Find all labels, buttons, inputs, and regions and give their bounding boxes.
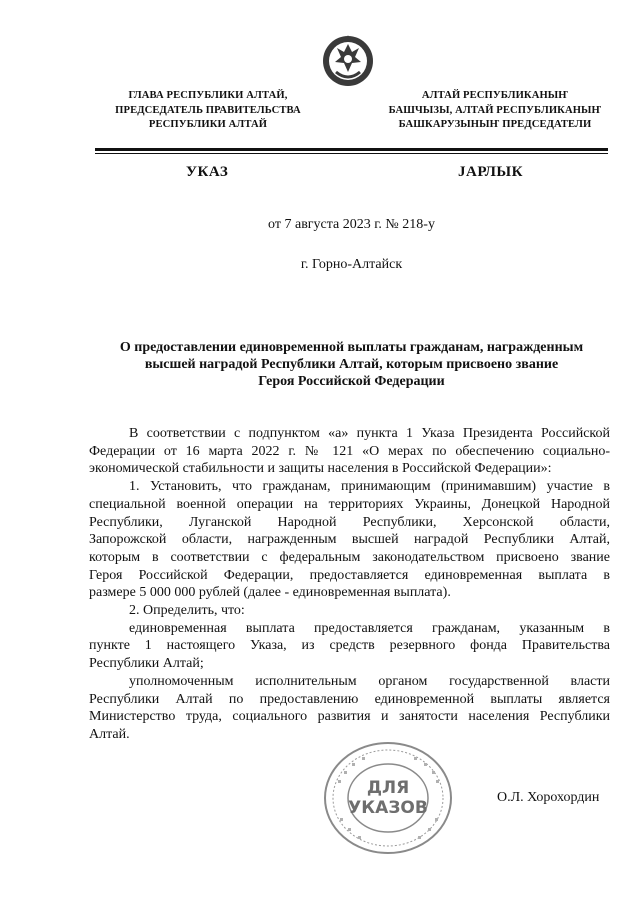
body-line: Запорожской области, награжденным высшей наградой Республики Алтай,	[89, 532, 610, 548]
issuer-alt-line: АЛТАЙ РЕСПУБЛИКАНЫҤ	[421, 90, 569, 101]
seal-stamp	[318, 738, 458, 858]
header-divider-thin	[95, 153, 608, 154]
issuer-ru	[98, 89, 318, 133]
header-divider	[95, 148, 608, 151]
body-line: которым в соответствии с федеральным законодательством присвоено звание	[89, 549, 610, 565]
signatory-name: О.Л. Хорохордин	[497, 790, 600, 805]
stamp-text-bottom: УКАЗОВ	[348, 798, 428, 818]
stamp-text-top: ДЛЯ	[366, 778, 410, 798]
coat-of-arms-icon	[321, 32, 375, 92]
issuer-ru-line: ГЛАВА РЕСПУБЛИКИ АЛТАЙ,	[128, 90, 288, 101]
body-line: уполномоченным исполнительным органом государственной власти	[129, 673, 610, 689]
doc-type-ru: УКАЗ	[186, 164, 229, 180]
body-line: Алтай.	[89, 726, 130, 742]
body-line: 2. Определить, что:	[129, 603, 245, 619]
document-title	[95, 339, 608, 390]
issuer-alt	[370, 89, 620, 133]
body-line: 1. Установить, что гражданам, принимающим (принимавшим) участие в	[129, 479, 610, 495]
body-line: пункте 1 настоящего Указа, из средств резервного фонда Правительства	[89, 638, 610, 654]
body-line: Республики Алтай;	[89, 656, 204, 672]
issuer-alt-line: БАШЧЫЗЫ, АЛТАЙ РЕСПУБЛИКАНЫҤ	[388, 104, 602, 116]
body-line: Республики Алтай по предоставлению единовременной выплаты является	[89, 691, 610, 707]
body-line: Героя Российской Федерации, предоставляется единовременная выплата в	[89, 567, 610, 583]
body-line: специальной военной операции на территориях Украины, Донецкой Народной	[89, 496, 610, 512]
title-line: Героя Российской Федерации	[258, 374, 445, 389]
body-line: Республики, Луганской Народной Республики, Херсонской области,	[89, 514, 610, 530]
body-line: экономической стабильности и защиты населения в Российской Федерации»:	[89, 461, 552, 477]
doc-type-alt: JАРЛЫК	[458, 164, 524, 180]
body-line: Федерации от 16 марта 2022 г. № 121 «О мерах по обеспечению социально-	[89, 443, 610, 459]
document-date-number: от 7 августа 2023 г. № 218-у	[268, 217, 435, 232]
title-line: О предоставлении единовременной выплаты гражданам, награжденным	[119, 340, 584, 355]
body-line: размере 5 000 000 рублей (далее - единовременная выплата).	[89, 585, 451, 601]
body-line: В соответствии с подпунктом «а» пункта 1 Указа Президента Российской	[129, 426, 610, 441]
document-body	[89, 425, 610, 744]
issuer-alt-line: БАШКАРУЗЫНЫҤ ПРЕДСЕДАТЕЛИ	[398, 119, 592, 130]
body-line: Министерство труда, социального развития и занятости населения Республики	[89, 709, 610, 725]
issuer-ru-line: ПРЕДСЕДАТЕЛЬ ПРАВИТЕЛЬСТВА	[115, 104, 301, 116]
document-city: г. Горно-Алтайск	[300, 257, 403, 272]
issuer-ru-line: РЕСПУБЛИКИ АЛТАЙ	[148, 119, 268, 130]
title-line: высшей наградой Республики Алтай, которым присвоено звание	[144, 357, 559, 372]
body-line: единовременная выплата предоставляется гражданам, указанным в	[129, 620, 610, 636]
